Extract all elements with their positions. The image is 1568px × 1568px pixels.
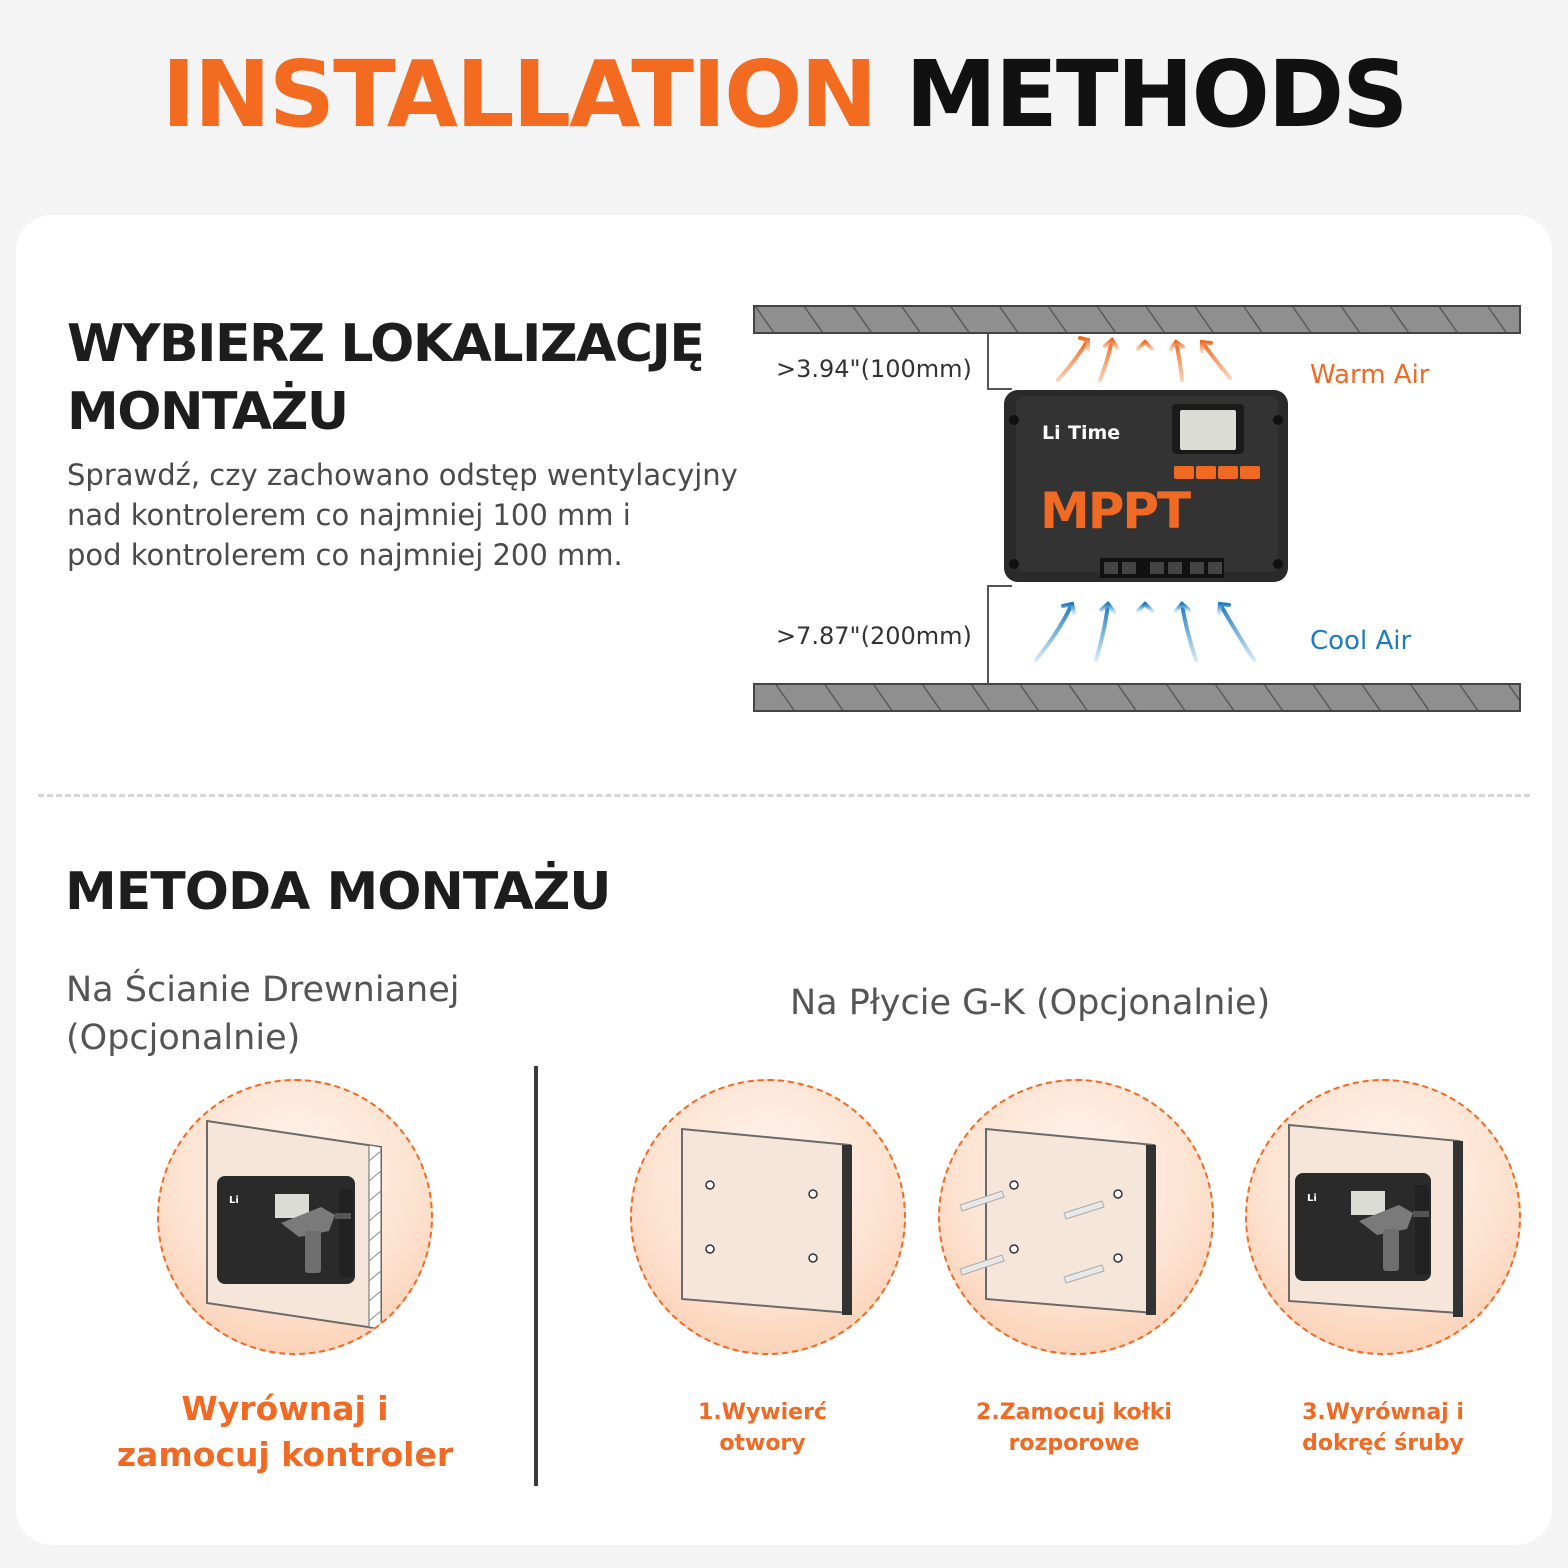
top-gap-label: >3.94"(100mm) <box>776 355 972 383</box>
hole <box>1010 1245 1018 1253</box>
step1-caption-line2: otwory <box>719 1431 806 1456</box>
ventilation-diagram <box>750 300 1530 720</box>
step1-caption <box>640 1397 885 1459</box>
hole <box>1114 1254 1122 1262</box>
floor-slab <box>754 684 1520 711</box>
step2-illustration <box>938 1079 1214 1355</box>
hole <box>706 1181 714 1189</box>
controller-small <box>1295 1173 1431 1281</box>
step2-caption-line2: rozporowe <box>1008 1431 1140 1456</box>
location-title-line1: WYBIERZ LOKALIZACJĘ <box>67 314 704 374</box>
step3-graphic <box>1247 1081 1519 1353</box>
wood-device-brand: Li <box>229 1195 239 1206</box>
location-description <box>67 455 767 575</box>
wood-caption-line2: zamocuj kontroler <box>116 1435 454 1474</box>
wood-caption <box>100 1386 470 1478</box>
location-desc-line1: Sprawdź, czy zachowano odstęp wentylacyjny <box>67 458 738 492</box>
wood-wall-graphic <box>159 1081 431 1353</box>
hole <box>1010 1181 1018 1189</box>
location-title <box>67 310 727 446</box>
wood-wall-illustration <box>157 1079 433 1355</box>
step3-device-brand: Li <box>1307 1193 1317 1204</box>
drywall-edge <box>1453 1141 1463 1317</box>
step1-caption-line1: 1.Wywierć <box>698 1400 827 1425</box>
cool-air-arrows <box>1036 604 1254 660</box>
device-brand-time: Time <box>1068 422 1121 444</box>
controller-small <box>217 1176 355 1284</box>
wood-caption-line1: Wyrównaj i <box>181 1389 389 1428</box>
hole <box>809 1190 817 1198</box>
drywall-title: Na Płycie G-K (Opcjonalnie) <box>790 983 1271 1023</box>
location-title-line2: MONTAŻU <box>67 382 348 442</box>
hole <box>809 1254 817 1262</box>
header-title-black: METHODS <box>905 41 1407 148</box>
device-brand-li: Li <box>1042 422 1061 444</box>
location-desc-line2: nad kontrolerem co najmniej 100 mm i <box>67 498 631 532</box>
warm-air-label: Warm Air <box>1310 360 1430 390</box>
section-divider <box>38 794 1530 797</box>
bottom-gap-label: >7.87"(200mm) <box>776 622 972 650</box>
drywall-edge <box>842 1145 852 1315</box>
location-desc-line3: pod kontrolerem co najmniej 200 mm. <box>67 538 623 572</box>
hole <box>706 1245 714 1253</box>
step3-caption <box>1258 1397 1508 1459</box>
drywall-panel <box>682 1129 850 1313</box>
step3-illustration <box>1245 1079 1521 1355</box>
step2-graphic <box>940 1081 1212 1353</box>
header-title-orange: INSTALLATION <box>161 41 876 148</box>
top-gap-bracket <box>988 334 1012 389</box>
drywall-edge <box>1146 1145 1156 1315</box>
page-header <box>0 40 1568 160</box>
wood-wall-title-line1: Na Ścianie Drewnianej <box>66 970 460 1010</box>
method-title: METODA MONTAŻU <box>65 862 611 922</box>
cool-air-label: Cool Air <box>1310 626 1412 656</box>
bottom-gap-bracket <box>988 586 1012 684</box>
step1-graphic <box>632 1081 904 1353</box>
wood-wall-title <box>66 966 536 1062</box>
step3-caption-line1: 3.Wyrównaj i <box>1302 1400 1464 1425</box>
wood-wall-title-line2: (Opcjonalnie) <box>66 1018 301 1058</box>
step2-caption <box>950 1397 1198 1459</box>
step1-illustration <box>630 1079 906 1355</box>
method-separator <box>534 1066 538 1486</box>
warm-air-arrows <box>1058 338 1230 382</box>
hole <box>1114 1190 1122 1198</box>
step3-caption-line2: dokręć śruby <box>1302 1431 1464 1456</box>
ceiling-slab <box>754 306 1520 333</box>
drywall-panel <box>986 1129 1154 1313</box>
step2-caption-line1: 2.Zamocuj kołki <box>976 1400 1172 1425</box>
device-model-label: MPPT <box>1040 482 1190 540</box>
